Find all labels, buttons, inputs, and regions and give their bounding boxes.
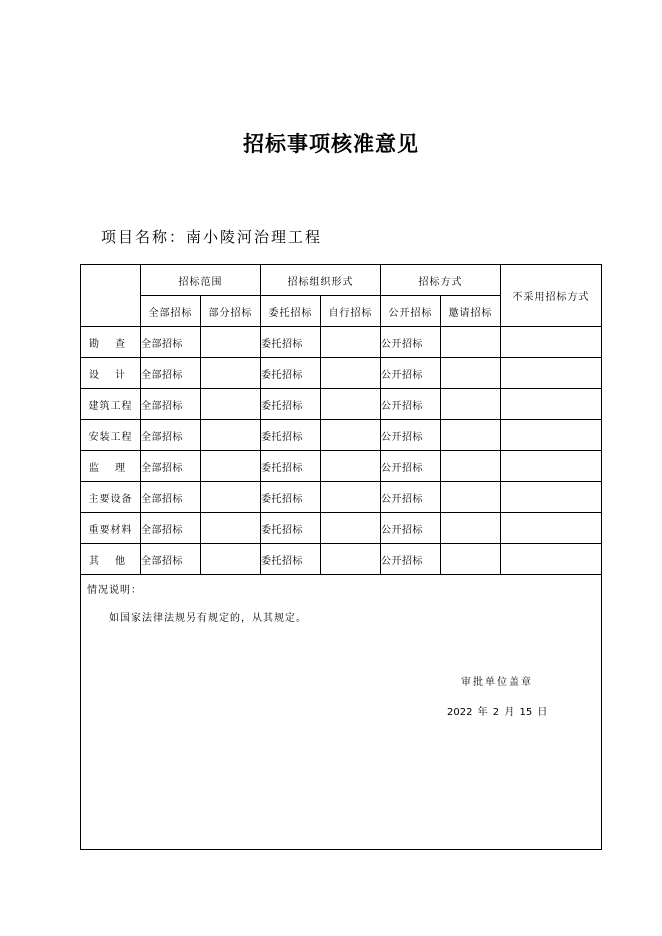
table-cell [321, 389, 381, 420]
table-cell: 全部招标 [141, 327, 201, 358]
table-row [81, 327, 602, 358]
table-cell: 公开招标 [381, 482, 441, 513]
subheader-partial: 部分招标 [201, 296, 261, 327]
table-cell [201, 451, 261, 482]
page-title: 招标事项核准意见 [243, 132, 419, 156]
table-cell: 全部招标 [141, 389, 201, 420]
row-label: 重要材料 [81, 513, 141, 544]
table-cell [501, 327, 602, 358]
table-cell [501, 420, 602, 451]
table-cell [441, 389, 501, 420]
row-label: 勘 查 [81, 327, 141, 358]
table-cell [321, 358, 381, 389]
project-line [101, 226, 322, 247]
note-row [81, 575, 602, 850]
table-row [81, 544, 602, 575]
table-cell [201, 358, 261, 389]
table-cell [201, 513, 261, 544]
table-cell: 公开招标 [381, 544, 441, 575]
table-cell [501, 358, 602, 389]
row-label: 建筑工程 [81, 389, 141, 420]
note-text: 如国家法律法规另有规定的，从其规定。 [109, 613, 307, 624]
table-cell: 委托招标 [261, 544, 321, 575]
table-cell [501, 513, 602, 544]
table-cell [501, 544, 602, 575]
header-row-groups [81, 265, 602, 296]
table-cell: 委托招标 [261, 358, 321, 389]
table-cell [441, 327, 501, 358]
approval-stamp-label: 审批单位盖章 [461, 677, 533, 688]
project-name: 南小陵河治理工程 [186, 228, 323, 246]
table-cell: 委托招标 [261, 482, 321, 513]
table-row [81, 420, 602, 451]
table-cell: 全部招标 [141, 420, 201, 451]
table-cell [501, 482, 602, 513]
approval-date: 2022 年 2 月 15 日 [447, 707, 548, 718]
subheader-all: 全部招标 [141, 296, 201, 327]
table-row [81, 513, 602, 544]
table-cell: 全部招标 [141, 451, 201, 482]
table-cell [321, 482, 381, 513]
table-cell: 公开招标 [381, 389, 441, 420]
subheader-self: 自行招标 [321, 296, 381, 327]
table-cell [321, 451, 381, 482]
table-row [81, 358, 602, 389]
table-cell [441, 482, 501, 513]
table-row [81, 482, 602, 513]
header-no-tender: 不采用招标方式 [501, 265, 602, 327]
table-cell: 委托招标 [261, 327, 321, 358]
table-cell [501, 389, 602, 420]
table-cell [321, 544, 381, 575]
table-cell [201, 420, 261, 451]
row-label: 主要设备 [81, 482, 141, 513]
row-label: 设 计 [81, 358, 141, 389]
header-corner [81, 265, 141, 327]
row-label: 监 理 [81, 451, 141, 482]
header-scope: 招标范围 [141, 265, 261, 296]
note-cell [81, 575, 602, 850]
note-label: 情况说明： [87, 585, 142, 596]
table-row [81, 451, 602, 482]
row-label: 安装工程 [81, 420, 141, 451]
table-cell: 公开招标 [381, 327, 441, 358]
table-cell: 全部招标 [141, 513, 201, 544]
table-cell: 委托招标 [261, 420, 321, 451]
table-cell: 委托招标 [261, 513, 321, 544]
table-cell [441, 544, 501, 575]
table-cell: 公开招标 [381, 513, 441, 544]
table-row [81, 389, 602, 420]
table-cell: 公开招标 [381, 358, 441, 389]
table-cell: 委托招标 [261, 451, 321, 482]
table-cell [201, 327, 261, 358]
table-cell: 全部招标 [141, 544, 201, 575]
table-cell: 公开招标 [381, 420, 441, 451]
table-cell [441, 358, 501, 389]
header-org-form: 招标组织形式 [261, 265, 381, 296]
table-cell [201, 389, 261, 420]
table-cell [441, 420, 501, 451]
table-cell: 全部招标 [141, 482, 201, 513]
table-cell [321, 513, 381, 544]
table-cell [321, 327, 381, 358]
table-cell [441, 513, 501, 544]
header-method: 招标方式 [381, 265, 501, 296]
approval-table [80, 264, 602, 850]
row-label: 其 他 [81, 544, 141, 575]
subheader-public: 公开招标 [381, 296, 441, 327]
table-cell [441, 451, 501, 482]
subheader-invited: 邀请招标 [441, 296, 501, 327]
table-cell [201, 482, 261, 513]
project-label: 项目名称： [101, 228, 187, 246]
table-cell [501, 451, 602, 482]
subheader-entrusted: 委托招标 [261, 296, 321, 327]
table-cell: 全部招标 [141, 358, 201, 389]
table-cell: 委托招标 [261, 389, 321, 420]
table-cell: 公开招标 [381, 451, 441, 482]
table-cell [201, 544, 261, 575]
table-cell [321, 420, 381, 451]
